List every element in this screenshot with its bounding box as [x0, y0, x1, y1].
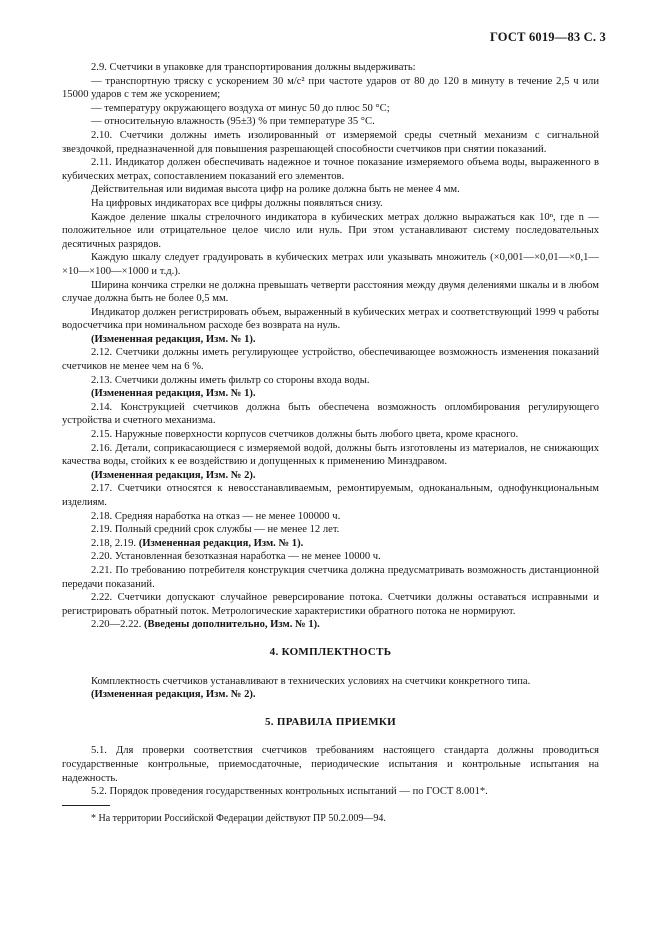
clause-2-19: 2.19. Полный средний срок службы — не менее 12 лет. [91, 524, 340, 536]
amendment-note: (Измененная редакция, Изм. № 2). [91, 689, 256, 701]
page-header: ГОСТ 6019—83 С. 3 [489, 30, 606, 44]
clause-5-1: 5.1. Для проверки соответствия счетчиков требованиям настоящего стандарта должны проводиться государственные контрольные, приемосдаточные, периодические испытания и контрольные испытания на надежность. [62, 745, 599, 784]
clause-2-22: 2.22. Счетчики допускают случайное реверсирование потока. Счетчики должны оставаться исправными и регистрировать обратный поток. Метрологические характеристики обратного потока не нормируют. [62, 592, 599, 617]
paragraph: Каждую шкалу следует градуировать в кубических метрах или указывать множитель (×0,001—×0,01—×0,1—×10—×100—×1000 и т.д.). [62, 252, 599, 277]
clause-2-16: 2.16. Детали, соприкасающиеся с измеряемой водой, должны быть изготовлены из материалов, не снижающих качества воды, стойких к ее воздействию и допущенных к применению Минздравом. [62, 442, 599, 468]
clause-2-12: 2.12. Счетчики должны иметь регулирующее устройство, обеспечивающее возможность изменения показаний счетчиков не менее чем на 6 %. [62, 347, 599, 373]
paragraph: Каждое деление шкалы стрелочного индикатора в кубических метрах должно выражаться как 10ⁿ, где n — положительное или отрицательное целое число или нуль. При этом устанавливают систему последовательных десятичных разрядов. [62, 211, 599, 250]
clause-ref: 2.20—2.22. [91, 619, 142, 631]
paragraph: На цифровых индикаторах все цифры должны появляться снизу. [91, 197, 383, 209]
paragraph: Ширина кончика стрелки не должна превышать четверти расстояния между двумя делениями шкалы и в любом случае должна быть не более 0,5 мм. [62, 279, 599, 305]
clause-2-21: 2.21. По требованию потребителя конструкция счетчика должна предусматривать возможность дистанционной передачи показаний. [62, 564, 599, 590]
clause-5-2: 5.2. Порядок проведения государственных контрольных испытаний — по ГОСТ 8.001*. [91, 786, 488, 798]
footnote-divider [62, 805, 110, 806]
document-body [62, 61, 599, 825]
clause-2-18: 2.18. Средняя наработка на отказ — не менее 100000 ч. [91, 510, 341, 522]
paragraph: Действительная или видимая высота цифр на ролике должна быть не менее 4 мм. [91, 184, 460, 196]
footnote: * На территории Российской Федерации действуют ПР 50.2.009—94. [91, 812, 386, 824]
clause-2-11: 2.11. Индикатор должен обеспечивать надежное и точное показание измеряемого объема воды, выраженного в кубических метрах, сопоставлением показаний его элементов. [62, 157, 599, 182]
clause-2-9: 2.9. Счетчики в упаковке для транспортирования должны выдерживать: [91, 62, 416, 73]
clause-2-13: 2.13. Счетчики должны иметь фильтр со стороны входа воды. [91, 374, 370, 386]
amendment-note: (Измененная редакция, Изм. № 1). [91, 388, 256, 400]
paragraph: Индикатор должен регистрировать объем, выраженный в кубических метрах и соответствующий 1999 ч работы водосчетчика при номинальном расходе без возврата на нуль. [62, 306, 599, 332]
paragraph: Комплектность счетчиков устанавливают в технических условиях на счетчики конкретного типа. [91, 675, 531, 687]
amendment-note: (Введены дополнительно, Изм. № 1). [143, 619, 320, 631]
dash-item: — температуру окружающего воздуха от минус 50 до плюс 50 °С; [91, 102, 390, 114]
amendment-line [62, 537, 599, 551]
clause-2-15: 2.15. Наружные поверхности корпусов счетчиков должны быть любого цвета, кроме красного. [91, 429, 519, 441]
clause-2-10: 2.10. Счетчики должны иметь изолированный от измеряемой среды счетный механизм с сигнальной звездочкой, предназначенной для повышения разрешающей способности счетчиков при снятии показаний. [62, 129, 599, 155]
clause-2-17: 2.17. Счетчики относятся к невосстанавливаемым, ремонтируемым, одноканальным, однофункциональным изделиям. [62, 483, 599, 508]
dash-item: — относительную влажность (95±3) % при температуре 35 °С. [91, 116, 375, 128]
clause-2-20: 2.20. Установленная безотказная наработка — не менее 10000 ч. [91, 551, 381, 563]
dash-item: — транспортную тряску с ускорением 30 м/с² при частоте ударов от 80 до 120 в минуту в течение 2,5 ч или 15000 ударов с тем же ускорением; [62, 75, 599, 101]
amendment-note: (Измененная редакция, Изм. № 1). [91, 333, 256, 345]
section-heading-5: 5. ПРАВИЛА ПРИЕМКИ [264, 715, 397, 728]
section-heading-4: 4. КОМПЛЕКТНОСТЬ [269, 645, 392, 658]
amendment-note: (Измененная редакция, Изм. № 2). [91, 469, 256, 481]
amendment-note: (Измененная редакция, Изм. № 1). [138, 537, 304, 549]
clause-ref: 2.18, 2.19. [91, 537, 137, 549]
amendment-line [62, 618, 599, 632]
clause-2-14: 2.14. Конструкцией счетчиков должна быть обеспечена возможность опломбирования регулирующего устройства и счетного механизма. [62, 401, 599, 427]
